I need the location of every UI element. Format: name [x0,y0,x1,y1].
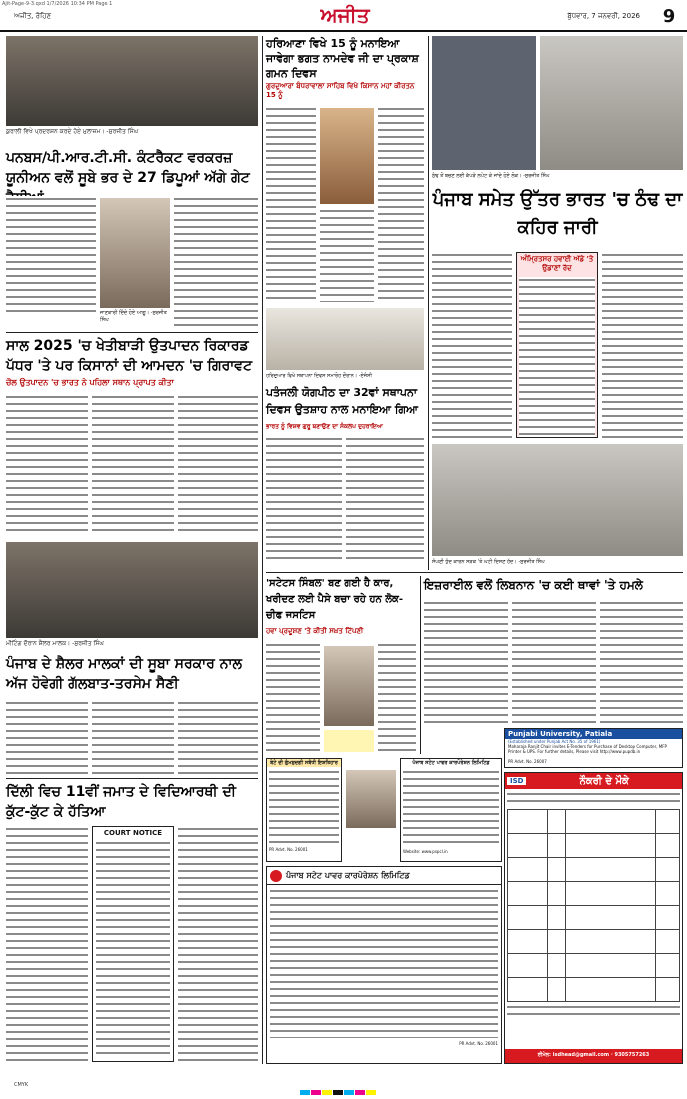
place-line: ਅਜੀਤ, ਰੋਹਿਣ [14,12,52,20]
masthead-rule [0,30,687,32]
airport-box-text [519,277,595,437]
haryana-body-col3 [378,106,424,302]
jobs-contact: ਈਮੇਲ: isdhead@gmail.com · 9305757263 [505,1049,682,1063]
union-portrait [100,198,170,308]
university-ref: PR Advt. No. 26007 [508,759,547,764]
sheller-photo-caption: ਮੀਟਿੰਗ ਦੌਰਾਨ ਸ਼ੈਲਰ ਮਾਲਕ। -ਸੁਰਜੀਤ ਸਿੰਘ [6,640,104,647]
crop-headline: ਸਾਲ 2025 'ਚ ਖੇਤੀਬਾੜੀ ਉਤਪਾਦਨ ਰਿਕਾਰਡ ਪੱਧਰ 'ਤੇ ਪਰ ਕਿਸਾਨਾਂ ਦੀ ਆਮਦਨ 'ਚ ਗਿਰਾਵਟ [6,338,253,374]
dateline: ਬੁੱਧਵਾਰ, 7 ਜਨਵਰੀ, 2026 [567,12,640,20]
crop-body-col1 [6,394,88,536]
sheller-body-col2 [92,700,174,774]
fog-photo [432,444,683,556]
jobs-phone[interactable]: 9305757263 [614,1052,650,1058]
haryana-body-col1 [266,106,316,302]
chief-justice-portrait [324,646,374,726]
pspcl-top-ad [400,758,502,862]
pspcl-bottom-text [270,888,498,1038]
university-tender: Maharaja Ranjit Chair invites E-Tenders for Purchase of Desktop Computer, MFP Printer & UPS. For further details, Please visit http://www.pupdb.in [508,744,667,754]
chief-justice-subhead: ਹਵਾ ਪ੍ਰਦੂਸ਼ਣ 'ਤੇ ਕੀਤੀ ਸਖ਼ਤ ਟਿੱਪਣੀ [266,627,364,635]
haryana-body-col2 [320,208,374,302]
cj-quote [324,730,374,752]
fog-photo-caption: ਸੰਘਣੀ ਧੁੰਦ ਕਾਰਨ ਸੜਕ 'ਤੇ ਘਟੀ ਦਿਸਣ ਹੱਦ। -ਸੁਰਜੀਤ ਸਿੰਘ [432,559,545,565]
haryana-headline: ਹਰਿਆਣਾ ਵਿਖੇ 15 ਨੂੰ ਮਨਾਇਆ ਜਾਵੇਗਾ ਭਗਤ ਨਾਮਦੇਵ ਜੀ ਦਾ ਪ੍ਰਕਾਸ਼ ਗਮਨ ਦਿਵਸ [266,37,419,80]
pspcl-top-org: ਪੰਜਾਬ ਸਟੇਟ ਪਾਵਰ ਕਾਰਪੋਰੇਸ਼ਨ ਲਿਮਿਟਿਡ [412,760,490,766]
university-subtitle: (Established under Punjab Act No. 35 of 1961) [508,739,601,744]
saint-portrait [320,108,374,204]
column-rule [262,36,263,1064]
jobs-email[interactable]: isdhead@gmail.com [552,1052,610,1058]
sheller-body-col3 [178,700,258,774]
union-body-col1 [6,196,96,316]
cold-body-col1 [432,252,512,438]
obituary-text [269,769,339,845]
patanjali-subhead: ਭਾਰਤ ਨੂੰ ਵਿਸ਼ਵ ਗੁਰੂ ਬਣਾਉਣ ਦਾ ਸੰਕਲਪ ਦੁਹਰਾਇਆ [266,423,383,430]
column-rule [428,36,429,570]
jobs-ad [504,772,683,1064]
delhi-body-col3 [178,826,258,1062]
crop-body-col3 [178,394,258,536]
patanjali-photo-caption: ਹਰਿਦੁਆਰ ਵਿਖੇ ਸਥਾਪਨਾ ਦਿਵਸ ਸਮਾਰੋਹ ਦੌਰਾਨ। -ਏਜੰਸੀ [266,373,372,379]
pspcl-bottom-ad [266,866,502,1064]
isd-logo: ISD [507,777,526,785]
jobs-intro [507,791,680,807]
divider [266,572,683,573]
crop-subhead: ਚੌਲ ਉਤਪਾਦਨ 'ਚ ਭਾਰਤ ਨੇ ਪਹਿਲਾ ਸਥਾਨ ਪ੍ਰਾਪਤ ਕੀਤਾ [6,378,174,387]
patanjali-body-col1 [266,436,342,564]
jobs-title: ਨੌਕਰੀ ਦੇ ਮੌਕੇ [579,775,629,787]
cj-body-col3 [378,642,416,752]
union-portrait-caption: ਜਾਣਕਾਰੀ ਦਿੰਦੇ ਹੋਏ ਆਗੂ। -ਸੁਰਜੀਤ ਸਿੰਘ [100,310,167,323]
pspcl-bottom-ref: PR Advt. No. 26001 [459,1041,498,1046]
cold-photo-right [540,36,683,170]
court-notice-text [96,840,170,1058]
crop-body-col2 [92,394,174,536]
sheller-photo [6,542,258,638]
color-bar [300,1080,390,1087]
newspaper-name: ਅਜੀਤ [320,3,370,27]
jobs-footer-text [507,1004,680,1020]
israel-body-col3 [600,600,683,726]
obituary-ref: PR Advt. No. 26001 [269,847,308,852]
punjabi-university-ad [504,728,683,768]
page-number: 9 [662,6,676,27]
divider [6,778,258,779]
obituary-title: ਬੇਟੇ ਦੀ ਗੁੰਮਸ਼ੁਦਗੀ ਸਬੰਧੀ ਇਸ਼ਤਿਹਾਰ [267,759,341,767]
protest-photo [6,36,258,126]
patanjali-body-col2 [346,436,424,564]
delhi-body-col1 [6,826,88,1062]
haryana-subhead: ਗੁਰਦੁਆਰਾ ਬੰਧਰਾਵਾਲਾ ਸਾਹਿਬ ਵਿਖੇ ਕਿਸਾਨ ਮਹਾਂ ਕੀਰਤਨ 15 ਨੂੰ [266,82,415,99]
sheller-body-col1 [6,700,88,774]
cold-body-col3 [602,252,683,438]
print-mark: CMYK [14,1082,29,1088]
israel-body-col2 [512,600,596,726]
court-notice-ad [92,826,174,1062]
column-rule [420,576,421,754]
pspcl-bottom-org: ਪੰਜਾਬ ਸਟੇਟ ਪਾਵਰ ਕਾਰਪੋਰੇਸ਼ਨ ਲਿਮਿਟਿਡ [286,870,410,880]
jobs-email-label: ਈਮੇਲ [537,1052,550,1058]
obituary-ad [266,758,342,862]
union-headline: ਪਨਬਸ/ਪੀ.ਆਰ.ਟੀ.ਸੀ. ਕੰਟਰੈਕਟ ਵਰਕਰਜ਼ ਯੂਨੀਅਨ ਵਲੋਂ ਸੂਬੇ ਭਰ ਦੇ 27 ਡਿਪੂਆਂ ਅੱਗੇ ਗੇਟ [6,150,250,186]
israel-body-col1 [424,600,508,726]
chief-justice-headline: 'ਸਟੇਟਸ ਸਿੰਬਲ' ਬਣ ਗਈ ਹੈ ਕਾਰ, ਖਰੀਦਣ ਲਈ ਪੈਸੇ ਬਚਾ ਰਹੇ ਹਨ ਲੋਕ-ਚੀਫ ਜਸਟਿਸ [266,578,404,621]
pspcl-logo-icon [270,870,282,882]
cold-headline: ਪੰਜਾਬ ਸਮੇਤ ਉੱਤਰ ਭਾਰਤ 'ਚ ਠੰਢ ਦਾ ਕਹਿਰ ਜਾਰੀ [432,189,683,238]
patanjali-photo [266,308,424,370]
union-body-col2 [174,196,258,328]
israel-headline: ਇਜ਼ਰਾਈਲ ਵਲੋਂ ਲਿਬਨਾਨ 'ਚ ਕਈ ਥਾਵਾਂ 'ਤੇ ਹਮਲੇ [424,578,643,592]
court-notice-title: COURT NOTICE [103,829,163,837]
missing-person-photo [346,770,396,828]
sheller-headline: ਪੰਜਾਬ ਦੇ ਸ਼ੈਲਰ ਮਾਲਕਾਂ ਦੀ ਸੂਬਾ ਸਰਕਾਰ ਨਾਲ ਅੱਜ ਹੋਵੇਗੀ ਗੱਲਬਾਤ-ਤਰਸੇਮ ਸੈਣੀ [6,656,242,692]
protest-photo-caption: ਕੁਰਾਲੀ ਵਿਖੇ ਪ੍ਰਦਰਸ਼ਨ ਕਰਦੇ ਹੋਏ ਮੁਲਾਜ਼ਮ। -ਸੁਰਜੀਤ ਸਿੰਘ [6,128,139,135]
pspcl-top-text [403,769,499,847]
jobs-table [507,809,680,1002]
cj-body-col1 [266,642,320,752]
divider [6,332,258,333]
airport-box [516,252,598,438]
cold-photo-caption: ਠੰਢ ਤੋਂ ਬਚਣ ਲਈ ਕੱਪੜੇ ਲਪੇਟ ਕੇ ਜਾਂਦੇ ਹੋਏ ਲੋਕ। -ਸੁਰਜੀਤ ਸਿੰਘ [432,173,550,179]
cold-photo-left [432,36,536,170]
patanjali-headline: ਪਤੰਜਲੀ ਯੋਗਪੀਠ ਦਾ 32ਵਾਂ ਸਥਾਪਨਾ ਦਿਵਸ ਉਤਸ਼ਾਹ ਨਾਲ ਮਨਾਇਆ ਗਿਆ [266,386,418,416]
print-slug: Ajit-Page-9-3.qxd 1/7/2026 10:34 PM Page 1 [2,1,113,7]
airport-box-title: ਅੰਮ੍ਰਿਤਸਰ ਹਵਾਈ ਅੱਡੇ 'ਤੇ ਉਡਾਣਾਂ ਰੱਦ [520,255,594,272]
delhi-headline: ਦਿੱਲੀ ਵਿਚ 11ਵੀਂ ਜਮਾਤ ਦੇ ਵਿਦਿਆਰਥੀ ਦੀ ਕੁੱਟ-ਕੁੱਟ ਕੇ ਹੱਤਿਆ [6,784,236,820]
university-name: Punjabi University, Patiala [505,729,682,739]
pspcl-top-website: Website: www.pspcl.in [403,849,448,854]
